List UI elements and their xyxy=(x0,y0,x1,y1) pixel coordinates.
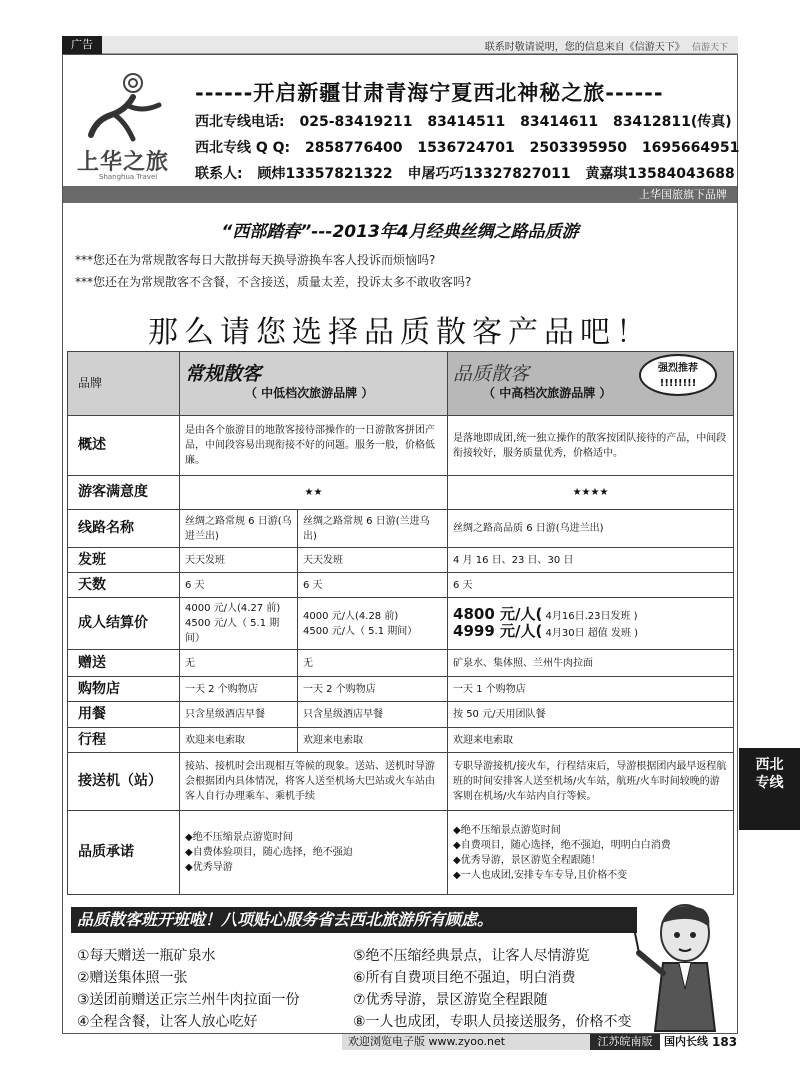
qq-number: 2503395950 xyxy=(529,140,628,156)
promise-item: ◆绝不压缩景点游览时间 xyxy=(185,832,293,843)
cell: 一天 2 个购物店 xyxy=(180,677,298,702)
side-tab-line: 西北 xyxy=(755,757,784,773)
phone-label: 西北专线电话: xyxy=(195,114,285,130)
phone-number: 83414611 xyxy=(520,114,599,130)
promise-item: ◆一人也成团,安排专车专导,且价格不变 xyxy=(453,869,628,881)
phone-number: 025-83419211 xyxy=(299,114,413,130)
cell: 6 天 xyxy=(298,573,448,598)
brand-label: 品牌 xyxy=(68,352,180,416)
rating-stars: ★★★★ xyxy=(448,476,734,510)
row-label: 赠送 xyxy=(68,650,180,677)
feature-item: ⑥所有自费项目绝不强迫，明白消费 xyxy=(353,970,576,986)
table-row xyxy=(68,702,734,728)
contact-person: 黄嘉琪13584043688 xyxy=(585,166,735,182)
phone-number: 83414511 xyxy=(427,114,506,130)
table-row xyxy=(68,573,734,598)
magazine-brand-logo: 信游天下 xyxy=(691,43,728,53)
qq-label: 西北专线 Q Q: xyxy=(195,140,291,156)
feature-item: ①每天赠送一瓶矿泉水 xyxy=(77,948,216,964)
top-notice-text: 联系时敬请说明，您的信息来自《信游天下》 xyxy=(484,42,685,53)
company-logo xyxy=(71,65,181,183)
feature-item: ⑧一人也成团，专职人员接送服务，价格不变 xyxy=(353,1014,632,1030)
section-side-tab xyxy=(739,748,800,830)
top-notice xyxy=(485,38,728,53)
table-row xyxy=(68,811,734,895)
row-label: 品质承诺 xyxy=(68,811,180,895)
cell: 欢迎来电索取 xyxy=(298,728,448,753)
table-row xyxy=(68,728,734,753)
cell: 只含星级酒店早餐 xyxy=(180,702,298,728)
cell: 按 50 元/天用团队餐 xyxy=(448,702,734,728)
page-number: 183 xyxy=(712,1035,738,1049)
table-row xyxy=(68,753,734,811)
feature-item: ②赠送集体照一张 xyxy=(77,970,188,986)
table-row xyxy=(68,677,734,702)
price-amount: 4999 元/人( xyxy=(453,621,543,640)
cell xyxy=(448,811,734,895)
big-title: 那么请您选择品质散客产品吧！ xyxy=(148,315,652,350)
regular-title: 常规散客 xyxy=(185,362,262,385)
quality-title: 品质散客 xyxy=(453,362,530,385)
guide-mascot-icon xyxy=(633,893,733,1033)
table-row xyxy=(68,476,734,510)
edition-label: 江苏皖南版 xyxy=(590,1034,660,1050)
cell: 丝绸之路常规 6 日游(兰进乌出) xyxy=(298,510,448,548)
table-row xyxy=(68,548,734,573)
quality-subtitle: （ 中高档次旅游品牌 ） xyxy=(483,385,612,400)
qq-number: 1695664951 xyxy=(641,140,740,156)
logo-subtitle: Shanghua Travel xyxy=(99,173,158,181)
row-label: 概述 xyxy=(68,416,180,476)
qq-number: 2858776400 xyxy=(305,140,403,156)
row-label: 购物店 xyxy=(68,677,180,702)
headline: ------开启新疆甘肃青海宁夏西北神秘之旅------ xyxy=(195,81,664,105)
sub-headline: “西部踏春”---2013年4月经典丝绸之路品质游 xyxy=(221,222,579,242)
cell: 4 月 16 日、23 日、30 日 xyxy=(448,548,734,573)
ad-tag: 广告 xyxy=(62,36,102,54)
price-line: 4000 元/人(4.28 前) xyxy=(303,610,399,622)
table-row xyxy=(68,352,734,416)
contact-person: 顾炜13357821322 xyxy=(257,166,393,182)
price-note: 4月16日.23日发班 ) xyxy=(545,610,638,622)
table-row xyxy=(68,650,734,677)
cell: 欢迎来电索取 xyxy=(180,728,298,753)
cell: 丝绸之路常规 6 日游(乌进兰出) xyxy=(180,510,298,548)
cell xyxy=(180,598,298,650)
cell xyxy=(298,598,448,650)
cell: 是落地即成团,统一独立操作的散客按团队接待的产品，中间段衔接较好，服务质量优秀，价格适中。 xyxy=(448,416,734,476)
table-row xyxy=(68,510,734,548)
contact-person: 申屠巧巧13327827011 xyxy=(407,166,571,182)
brand-bar: 上华国旅旗下品牌 xyxy=(63,186,737,203)
cell: 接站、接机时会出现相互等候的现象。送站、送机时导游会根据团内具体情况，将客人送至机场大巴站或火车站由客人自行办理乘车、乘机手续 xyxy=(180,753,448,811)
page-footer xyxy=(62,1034,738,1050)
browse-link[interactable]: 欢迎浏览电子版 www.zyoo.net xyxy=(342,1034,590,1050)
price-line: 4500 元/人（ 5.1 期间） xyxy=(303,625,418,637)
qq-number: 1536724701 xyxy=(417,140,515,156)
regular-subtitle: （ 中低档次旅游品牌 ） xyxy=(245,385,374,400)
contact-label: 联系人: xyxy=(195,166,243,182)
cell: 矿泉水、集体照、兰州牛肉拉面 xyxy=(448,650,734,677)
table-row xyxy=(68,598,734,650)
row-label: 接送机（站） xyxy=(68,753,180,811)
fax-number: 83412811(传真) xyxy=(612,114,732,130)
feature-item: ⑤绝不压缩经典景点，让客人尽情游览 xyxy=(353,948,590,964)
recommend-stamp xyxy=(639,354,717,396)
row-label: 天数 xyxy=(68,573,180,598)
regular-header xyxy=(180,352,448,416)
cell: 丝绸之路高品质 6 日游(乌进兰出) xyxy=(448,510,734,548)
cell: 专职导游接机/接火车，行程结束后，导游根据团内最早返程航班的时间安排客人送至机场/火车站，航班/火车时间较晚的游客则在机场/火车站内自行等候。 xyxy=(448,753,734,811)
row-label: 行程 xyxy=(68,728,180,753)
price-amount: 4800 元/人( xyxy=(453,604,543,623)
cell xyxy=(180,811,448,895)
cell xyxy=(448,598,734,650)
section-name: 国内长线 xyxy=(664,1035,708,1048)
promise-item: ◆优秀导游 xyxy=(185,862,233,873)
price-line xyxy=(453,621,728,641)
feature-item: ⑦优秀导游，景区游览全程跟随 xyxy=(353,992,548,1008)
logo-text: 上华之旅 xyxy=(77,150,170,175)
cell: 一天 2 个购物店 xyxy=(298,677,448,702)
question-2: ***您还在为常规散客不含餐，不含接送，质量太差，投诉太多不敢收客吗? xyxy=(75,275,472,289)
feature-item: ④全程含餐，让客人放心吃好 xyxy=(77,1014,258,1030)
quality-header xyxy=(448,352,734,416)
phone-line xyxy=(195,111,742,131)
cell: 无 xyxy=(298,650,448,677)
contact-line xyxy=(195,163,745,183)
row-label: 成人结算价 xyxy=(68,598,180,650)
side-tab-line: 专线 xyxy=(755,775,784,791)
stamp-marks: !!!!!!!! xyxy=(659,378,697,389)
promise-item: ◆自费体验项目，随心选择，绝不强迫 xyxy=(185,847,353,858)
cell: 天天发班 xyxy=(298,548,448,573)
promise-item: ◆绝不压缩景点游览时间 xyxy=(453,824,561,836)
row-label: 发班 xyxy=(68,548,180,573)
promise-item: ◆自费项目，随心选择，绝不强迫，明明白白消费 xyxy=(453,839,671,851)
top-strip xyxy=(62,36,738,54)
price-line: 4500 元/人（ 5.1 期间） xyxy=(185,618,280,644)
comparison-table xyxy=(67,351,734,895)
cell: 欢迎来电索取 xyxy=(448,728,734,753)
feature-item: ③送团前赠送正宗兰州牛肉拉面一份 xyxy=(77,992,300,1008)
table-row xyxy=(68,416,734,476)
ad-frame xyxy=(62,54,738,1034)
price-line: 4000 元/人(4.27 前) xyxy=(185,603,281,614)
cell: 天天发班 xyxy=(180,548,298,573)
cell: 6 天 xyxy=(180,573,298,598)
row-label: 用餐 xyxy=(68,702,180,728)
row-label: 游客满意度 xyxy=(68,476,180,510)
cell: 6 天 xyxy=(448,573,734,598)
question-1: ***您还在为常规散客每日大散拼每天换导游换车客人投诉而烦恼吗? xyxy=(75,253,436,267)
stamp-text: 强烈推荐 xyxy=(658,363,699,374)
cell: 无 xyxy=(180,650,298,677)
cell: 是由各个旅游目的地散客接待部操作的一日游散客拼团产品，中间段容易出现衔接不好的问题。服务一般，价格低廉。 xyxy=(180,416,448,476)
price-note: 4月30日 超值 发班 ) xyxy=(545,627,639,639)
cell: 一天 1 个购物店 xyxy=(448,677,734,702)
rating-stars: ★★ xyxy=(180,476,448,510)
promise-item: ◆优秀导游，景区游览全程跟随！ xyxy=(453,854,601,866)
runner-sun-icon xyxy=(71,65,181,145)
promo-banner: 品质散客班开班啦！八项贴心服务省去西北旅游所有顾虑。 xyxy=(71,907,637,933)
row-label: 线路名称 xyxy=(68,510,180,548)
cell: 只含星级酒店早餐 xyxy=(298,702,448,728)
qq-line xyxy=(195,137,749,157)
